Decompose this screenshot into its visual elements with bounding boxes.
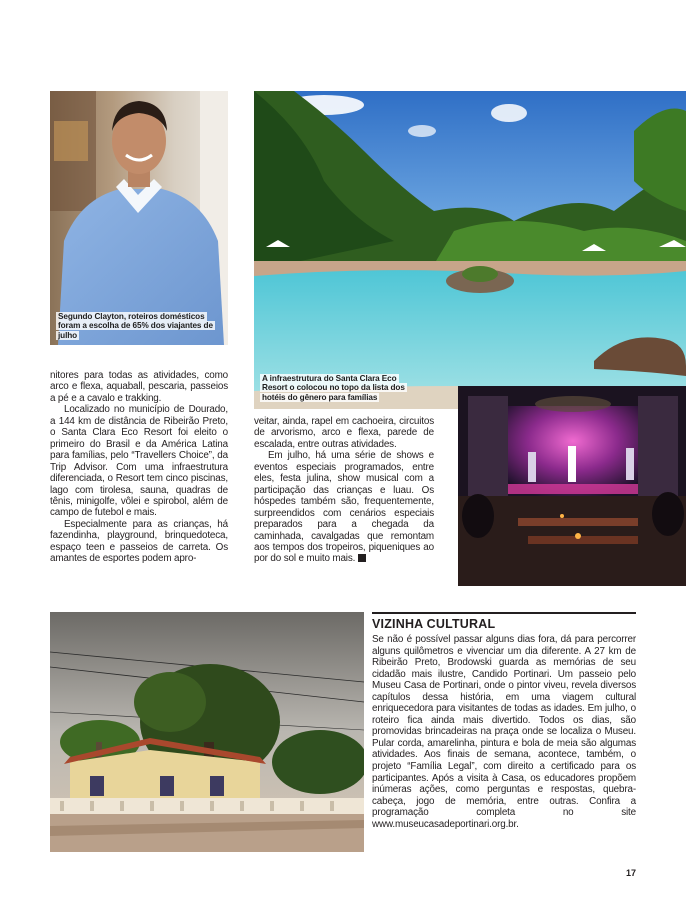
article-paragraph: veitar, ainda, rapel em cachoeira, circuitos de arvorismo, arco e flexa, parede de escalada, entre outras atividades. <box>254 416 434 450</box>
article-paragraph: Em julho, há uma série de shows e eventos especiais programados, entre eles, festa julina, show musical com a participação das crianças e luau. Os hóspedes também são, frequentemente, surpreendidos com cenários especiais preparados para a chegada da caminhada, cavalgadas que remontam aos tempos dos tropeiros, piqueniques ao por do sol e muito mais. <box>254 450 434 565</box>
resort-show-photo <box>458 386 686 586</box>
article-paragraph: Localizado no município de Dourado, a 144 km de distância de Ribeirão Preto, o Santa Clara Eco Resort foi eleito o primeiro do Brasil e da América Latina para famílias, pelo “Travellers Choice”, da Trip Advisor. Com uma infraestrutura diferenciada, o Resort tem cinco piscinas, lago com tirolesa, sauna, quadras de tênis, minigolfe, vôlei e spirobol, além de campo de futebol e mais. <box>50 404 228 519</box>
sidebar-title: VIZINHA CULTURAL <box>372 617 496 631</box>
portrait-photo <box>50 91 228 345</box>
resort-pool-photo <box>254 91 686 409</box>
article-column-1 <box>50 370 228 565</box>
article-column-2 <box>254 416 434 565</box>
sidebar-body <box>372 634 636 830</box>
article-paragraph: nitores para todas as atividades, como arco e flexa, aquaball, pescaria, passeios a pé e a cavalo e trakking. <box>50 370 228 404</box>
sidebar-paragraph: Se não é possível passar alguns dias fora, dá para percorrer alguns quilômetros e vivenciar um dia diferente. A 27 km de Ribeirão Preto, Brodowski guarda as memórias de seu cidadão mais ilustre, Candido Portinari. Um passeio pelo Museu Casa de Portinari, onde o pintor viveu, revela diversos capítulos dessa história, em uma viagem cultural enriquecedora para visitantes de todas as idades. Em julho, o roteiro fica ainda mais divertido. Todos os dias, são promovidas brincadeiras na praça onde se localiza o Museu. Pular corda, amarelinha, pintura e bola de meia são algumas atividades. Aos finais de semana, acontece, também, o projeto “Família Legal”, com direito a certificado para os participantes. Após a visita à Casa, os educadores propõem inúmeras ações, como perguntas e respostas, quebra-cabeça, jogo de memória, entre outras. Confira a programação completa no site www.museucasadeportinari.org.br. <box>372 634 636 830</box>
end-of-article-icon <box>358 554 366 562</box>
article-paragraph: Especialmente para as crianças, há fazendinha, playground, brinquedoteca, espaço teen e passeios de carreta. Os amantes de esportes podem apro- <box>50 518 228 565</box>
page-number: 17 <box>626 868 637 878</box>
portrait-caption: Segundo Clayton, roteiros domésticos foram a escolha de 65% dos viajantes de julho <box>58 312 213 340</box>
museum-house-photo <box>50 612 364 852</box>
pool-caption: A infraestrutura do Santa Clara Eco Resort o colocou no topo da lista dos hotéis do gênero para famílias <box>262 374 405 402</box>
sidebar-rule <box>372 612 636 614</box>
